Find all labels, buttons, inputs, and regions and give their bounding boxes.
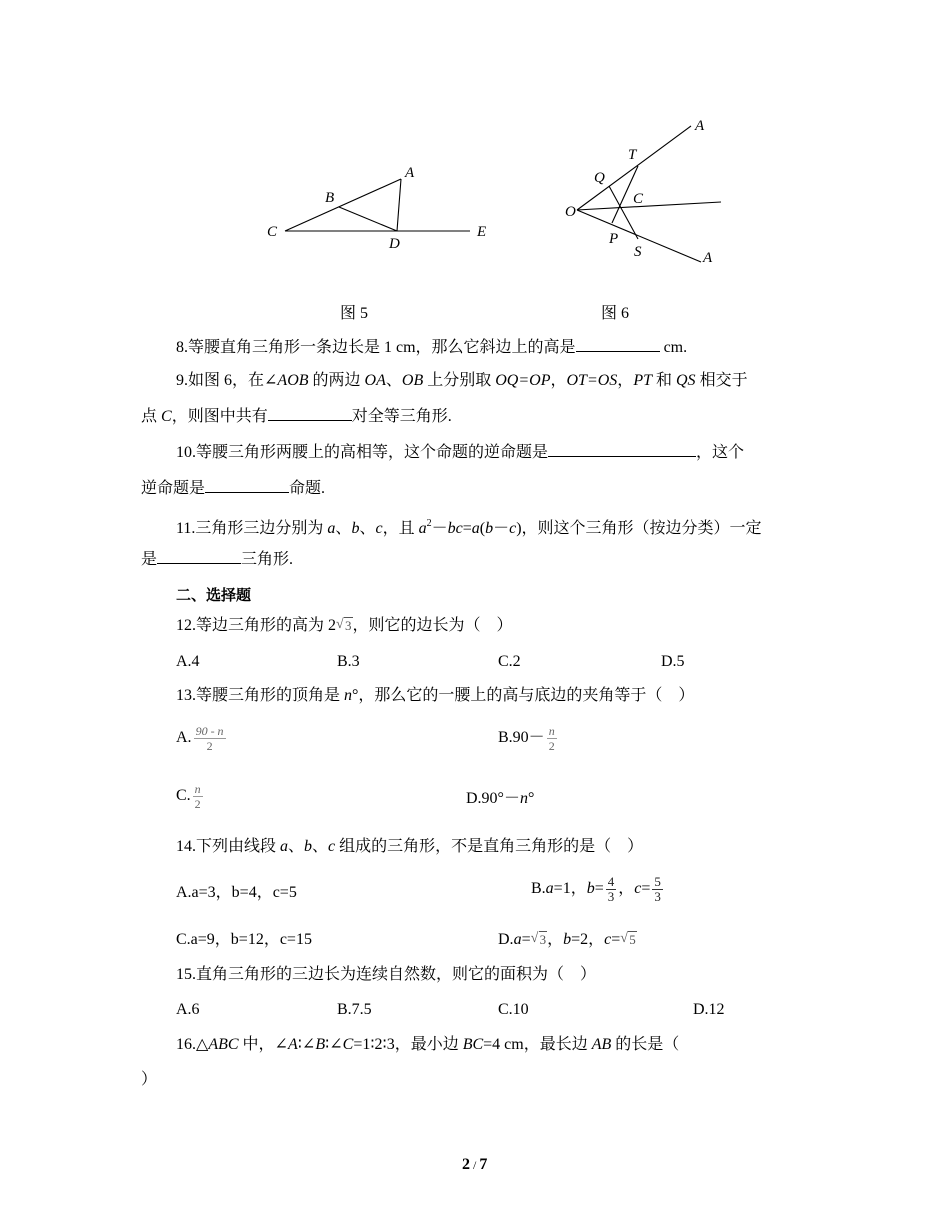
q13-option-b: B.90－ $\frac{n}{2}$ bbox=[498, 724, 555, 753]
label-A-upper: A bbox=[695, 118, 705, 134]
figure-6 bbox=[555, 110, 735, 270]
fraction-4-over-3: $\frac{4}{3}$ bbox=[607, 874, 615, 904]
q12-option-b: B.3 bbox=[337, 653, 360, 670]
label-P: P bbox=[609, 231, 619, 247]
bisector-OC bbox=[577, 202, 721, 210]
fraction-90-minus-n-over-2: $\frac{90 - n}{2}$ bbox=[195, 724, 224, 753]
figure-6-caption: 图 6 bbox=[601, 305, 630, 322]
q12-option-c: C.2 bbox=[498, 653, 521, 670]
q15-option-b: B.7.5 bbox=[337, 1001, 372, 1018]
question-10-line-1: 10.等腰三角形两腰上的高相等，这个命题的逆命题是 ，这个 bbox=[176, 444, 745, 461]
sqrt-3-d: √ 3 bbox=[531, 930, 548, 950]
question-11-line-1: 11.三角形三边分别为 a、b、c，且 $a^2-bc=a(b-c)$，则这个三角形（按边分类）一定 bbox=[176, 518, 762, 537]
figure-5-caption: 图 5 bbox=[340, 305, 369, 322]
line-BD bbox=[339, 207, 397, 231]
fraction-n-over-2-c: $\frac{n}{2}$ bbox=[194, 782, 201, 811]
label-Q: Q bbox=[594, 170, 605, 186]
label-B: B bbox=[325, 190, 335, 206]
q14-option-c: C.a=9，b=12，c=15 bbox=[176, 931, 312, 948]
label-E: E bbox=[477, 224, 487, 240]
q15-option-a: A.6 bbox=[176, 1001, 200, 1018]
question-9-line-2: 点 C，则图中共有 对全等三角形. bbox=[141, 408, 452, 425]
figure-5 bbox=[255, 155, 505, 255]
q14-option-b: B.a=1，b= $\frac{4}{3}$ ，c= $\frac{5}{3}$ bbox=[531, 874, 661, 904]
label-C: C bbox=[267, 224, 278, 240]
q15-option-c: C.10 bbox=[498, 1001, 529, 1018]
q14-option-d: D.a=√ 3，b=2，c=√ 5 bbox=[498, 930, 637, 950]
fraction-n-over-2: $\frac{n}{2}$ bbox=[548, 724, 555, 753]
label-A: A bbox=[405, 165, 415, 181]
question-16-line-1: 16.△ABC 中，∠A∶∠B∶∠C=1∶2∶3，最小边 BC=4 cm，最长边 AB 的长是（ bbox=[176, 1036, 680, 1053]
q14-option-a: A.a=3，b=4，c=5 bbox=[176, 884, 297, 901]
q12-option-a: A.4 bbox=[176, 653, 200, 670]
q13-option-a: A. $\frac{90 - n}{2}$ bbox=[176, 724, 224, 753]
page-number: 2 / 7 bbox=[462, 1156, 488, 1173]
question-14: 14.下列由线段 a、b、c 组成的三角形，不是直角三角形的是（ ） bbox=[176, 838, 644, 855]
question-11-line-2: 是 三角形. bbox=[141, 551, 294, 568]
label-O: O bbox=[565, 204, 576, 220]
q13-option-c: C. $\frac{n}{2}$ bbox=[176, 782, 201, 811]
q13-option-d: D.90°－n° bbox=[466, 790, 535, 807]
question-12: 12.等边三角形的高为 2√ 3，则它的边长为（ ） bbox=[176, 616, 513, 636]
sqrt-3: √ 3 bbox=[336, 616, 353, 636]
question-10-line-2: 逆命题是 命题. bbox=[141, 480, 326, 497]
section-2-heading: 二、选择题 bbox=[176, 586, 252, 604]
question-13: 13.等腰三角形的顶角是 n°，那么它的一腰上的高与底边的夹角等于（ ） bbox=[176, 687, 695, 704]
label-D: D bbox=[389, 236, 400, 252]
label-C: C bbox=[633, 191, 644, 207]
question-16-line-2: ） bbox=[141, 1071, 158, 1088]
sqrt-5: √ 5 bbox=[620, 930, 637, 950]
q15-option-d: D.12 bbox=[693, 1001, 725, 1018]
line-AD bbox=[397, 179, 401, 231]
line-CA bbox=[285, 179, 401, 231]
label-T: T bbox=[628, 147, 637, 163]
question-9-line-1: 9.如图 6，在∠AOB 的两边 OA、OB 上分别取 OQ=OP，OT=OS，PT 和 QS 相交于 bbox=[176, 372, 748, 389]
question-15: 15.直角三角形的三边长为连续自然数，则它的面积为（ ） bbox=[176, 966, 597, 983]
label-S: S bbox=[634, 244, 642, 260]
label-A-lower: A bbox=[703, 250, 713, 266]
q12-option-d: D.5 bbox=[661, 653, 685, 670]
fraction-5-over-3: $\frac{5}{3}$ bbox=[654, 874, 661, 904]
question-8: 8.等腰直角三角形一条边长是 1 cm，那么它斜边上的高是 cm. bbox=[176, 339, 688, 356]
